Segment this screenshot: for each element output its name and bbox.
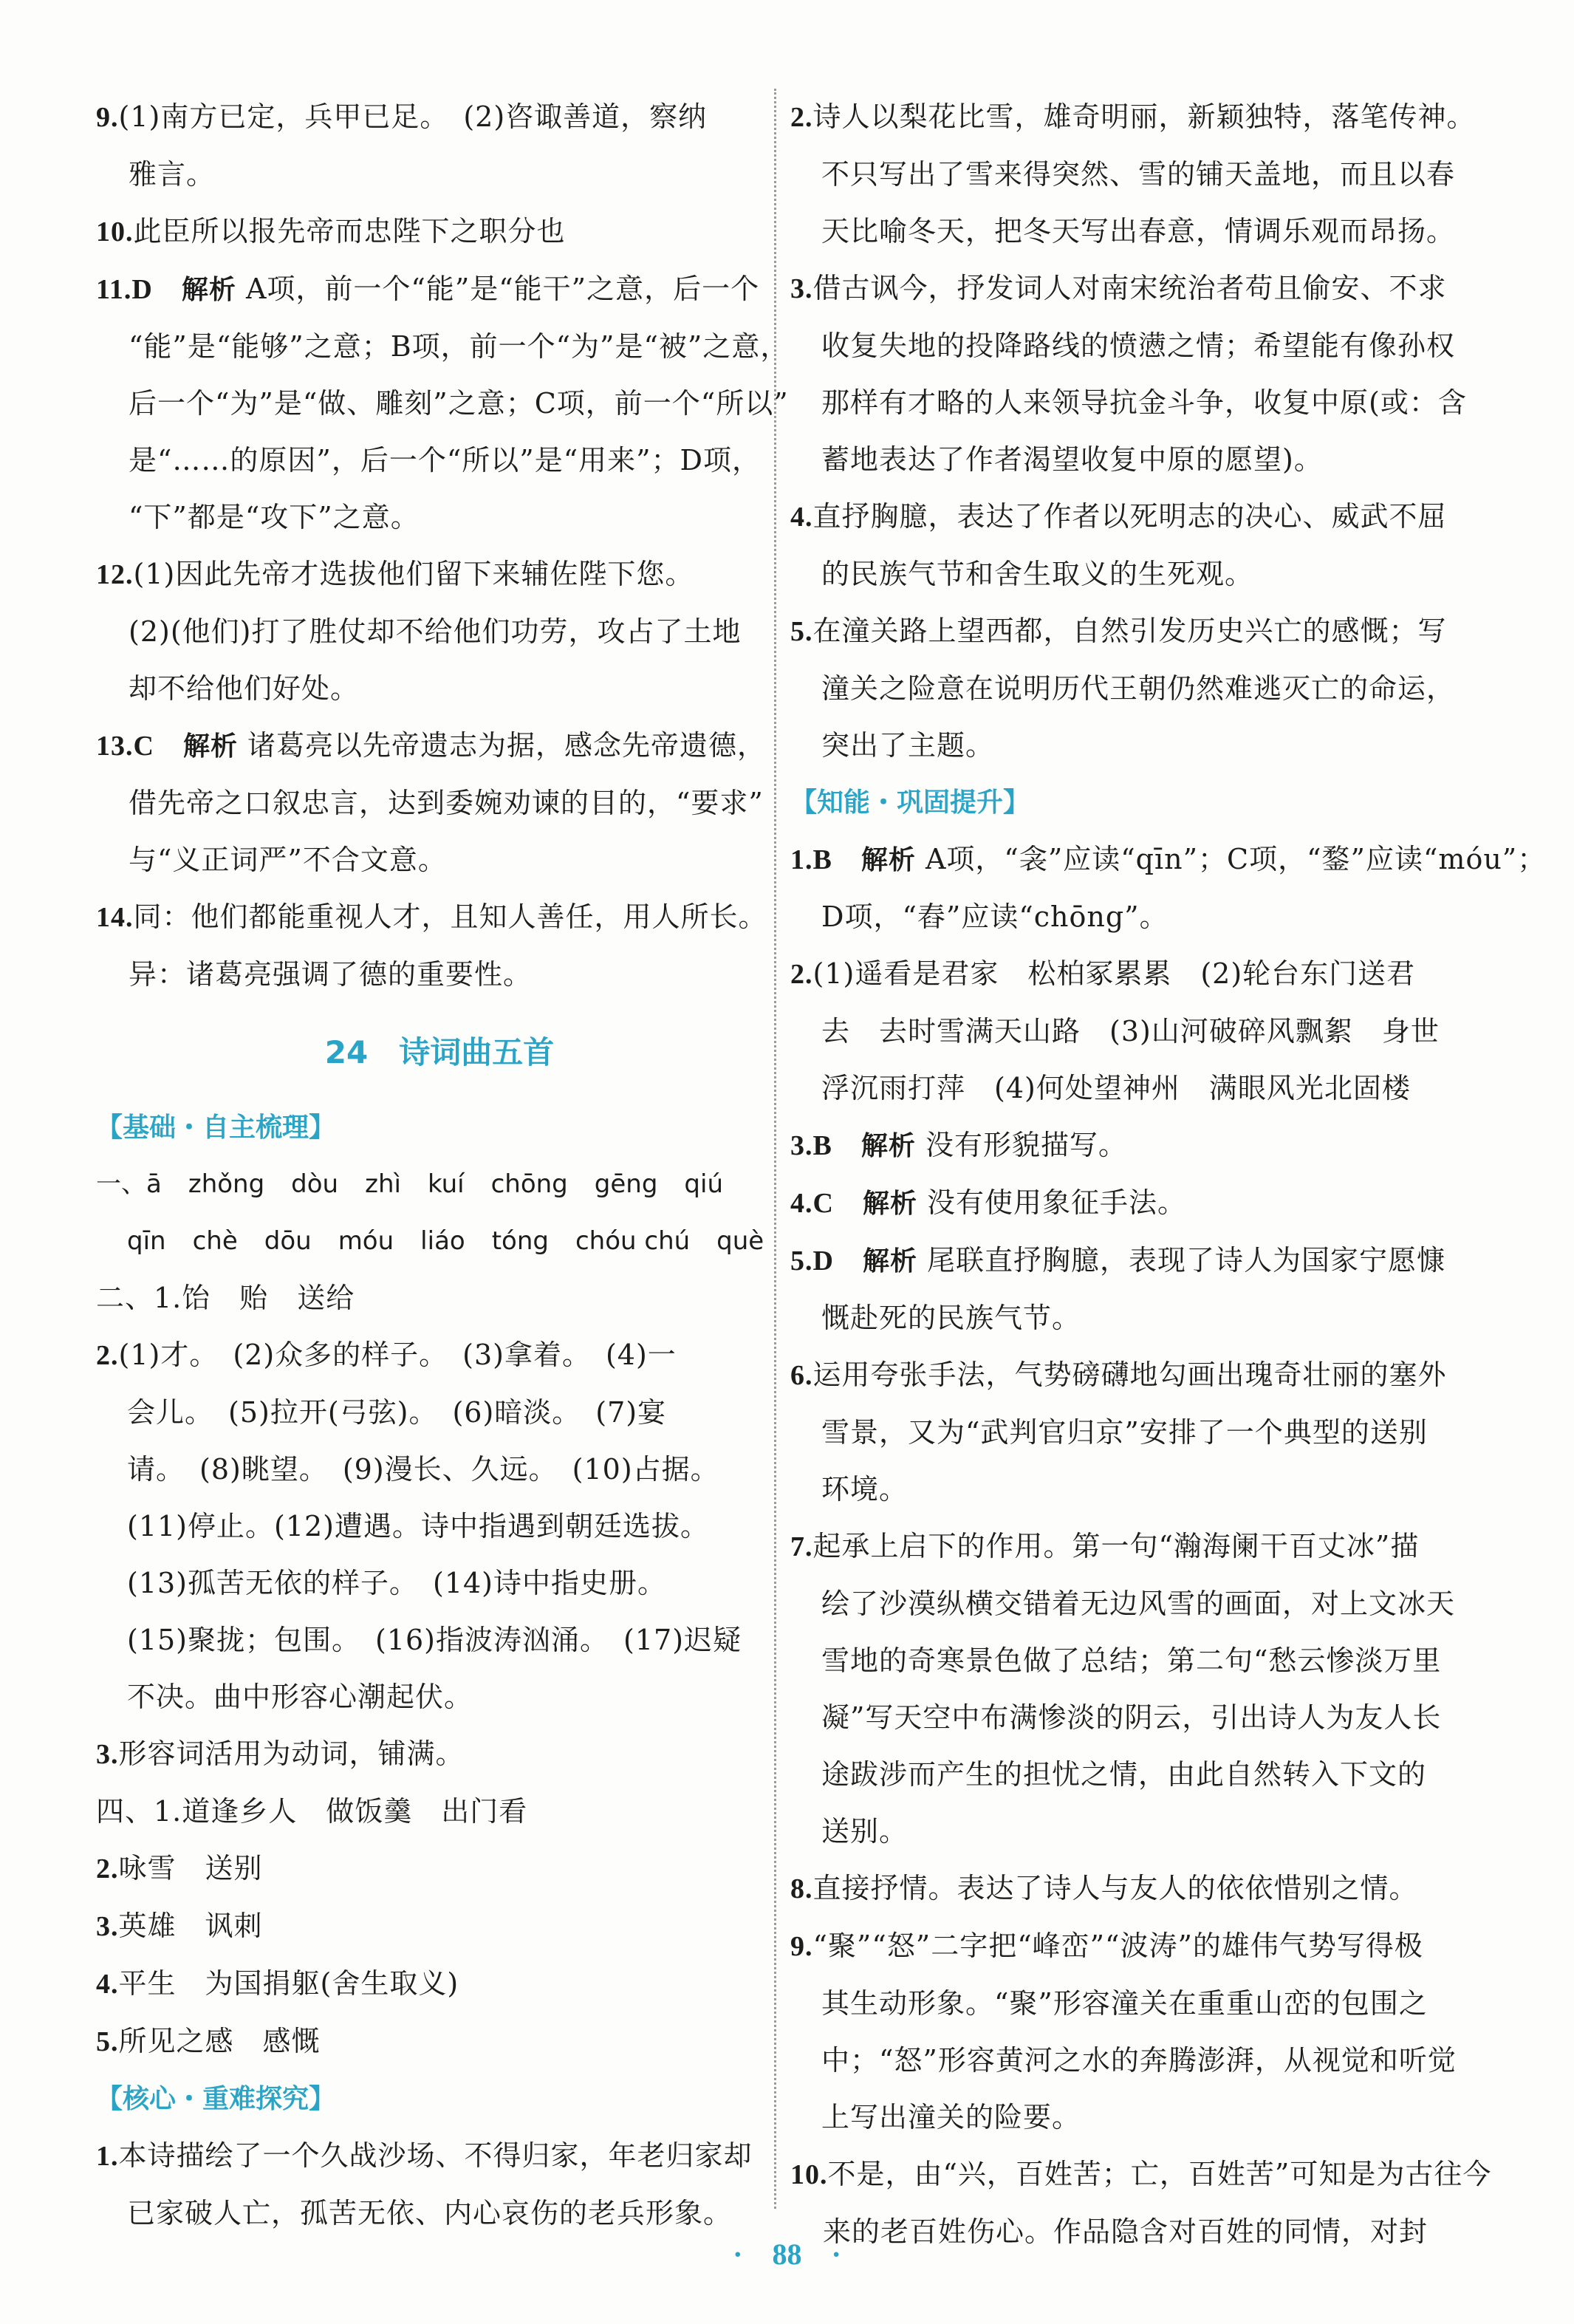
answer-text: (1)南方已定，兵甲已足。 (2)咨诹善道，察纳 bbox=[118, 100, 708, 133]
answer-text: 平生 为国捐躯(舍生取义) bbox=[118, 1967, 459, 2000]
answer-text: A项，前一个“能”是“能干”之意，后一个 bbox=[236, 273, 760, 305]
question-number: 5. bbox=[790, 616, 813, 647]
right-answers-top bbox=[790, 89, 1477, 774]
question-number: 5. bbox=[96, 2026, 119, 2057]
left-answers-middle bbox=[96, 1270, 783, 2071]
page-number: · 88 · bbox=[733, 2238, 841, 2271]
answer-line bbox=[96, 318, 790, 375]
analysis-label: 解析 bbox=[860, 1131, 916, 1161]
answer-line bbox=[96, 660, 783, 717]
answer-text: 绘了沙漠纵横交错着无边风雪的画面，对上文冰天 bbox=[821, 1588, 1456, 1620]
question-number: 11. bbox=[96, 274, 132, 305]
question-number: 9. bbox=[790, 1931, 813, 1962]
answer-line bbox=[790, 2032, 1477, 2089]
question-number: 1. bbox=[96, 2141, 119, 2172]
answer-line bbox=[790, 946, 1477, 1003]
answer-line bbox=[96, 946, 783, 1003]
answer-text: (1)遥看是君家 松柏冢累累 (2)轮台东门送君 bbox=[812, 957, 1416, 990]
question-number: 3. bbox=[96, 1739, 119, 1770]
answer-line bbox=[96, 1783, 783, 1840]
answer-text: 天比喻冬天，把冬天写出春意，情调乐观而昂扬。 bbox=[821, 215, 1456, 247]
answer-text: 中；“怒”形容黄河之水的奔腾澎湃，从视觉和听觉 bbox=[821, 2044, 1457, 2077]
question-number: 2. bbox=[96, 1853, 119, 1884]
answer-line bbox=[96, 261, 783, 318]
pinyin-item: zhǒng bbox=[188, 1169, 265, 1199]
question-number: 5. bbox=[790, 1245, 813, 1277]
answer-text: 诗人以梨花比雪，雄奇明丽，新颖独特，落笔传神。 bbox=[812, 100, 1476, 133]
section-heading-core: 【核心・重难探究】 bbox=[96, 2084, 336, 2114]
answer-text: 突出了主题。 bbox=[821, 729, 995, 762]
pinyin-item: chōng bbox=[490, 1169, 568, 1199]
question-number: 12. bbox=[96, 559, 134, 590]
pinyin-row-1-lead: 一、 bbox=[96, 1169, 146, 1199]
answer-line bbox=[790, 1175, 1477, 1232]
answer-line bbox=[790, 1860, 1477, 1918]
answer-line bbox=[96, 375, 789, 432]
answer-line bbox=[790, 203, 1477, 260]
answer-text: 不是，由“兴，百姓苦；亡，百姓苦”可知是为古往今 bbox=[827, 2158, 1492, 2190]
answer-text: 请。 (8)眺望。 (9)漫长、久远。 (10)占据。 bbox=[127, 1453, 719, 1486]
answer-line bbox=[96, 1327, 783, 1384]
answer-line bbox=[790, 660, 1477, 717]
right-column bbox=[790, 89, 1547, 2260]
answer-line bbox=[96, 1669, 783, 1726]
answer-text: 直抒胸臆，表达了作者以死明志的决心、威武不屈 bbox=[812, 500, 1447, 533]
answer-text: 会儿。 (5)拉开(弓弦)。 (6)暗淡。 (7)宴 bbox=[127, 1396, 667, 1429]
answer-line bbox=[790, 431, 1477, 488]
answer-text: (1)因此先帝才选拔他们留下来辅佐陛下您。 bbox=[133, 558, 694, 590]
answer-text: 尾联直抒胸臆，表现了诗人为国家宁愿慷 bbox=[917, 1244, 1446, 1277]
answer-line bbox=[790, 1461, 1477, 1518]
answer-text: 途跋涉而产生的担忧之情，由此自然转入下文的 bbox=[821, 1758, 1427, 1791]
answer-line bbox=[790, 1803, 1477, 1860]
answer-line bbox=[96, 489, 783, 546]
answer-text: 异：诸葛亮强调了德的重要性。 bbox=[129, 958, 533, 991]
left-column bbox=[96, 89, 790, 2242]
pinyin-item: zhì bbox=[365, 1169, 401, 1199]
answer-text: 借古讽今，抒发词人对南宋统治者苟且偷安、不求 bbox=[812, 272, 1447, 304]
left-answers-bottom bbox=[96, 2128, 783, 2242]
left-answers-top bbox=[96, 89, 790, 1003]
answer-line bbox=[96, 889, 783, 946]
question-number: 2. bbox=[96, 1340, 119, 1371]
analysis-label: 解析 bbox=[182, 731, 238, 762]
question-number: 9. bbox=[96, 102, 119, 133]
question-number: 13. bbox=[96, 731, 134, 762]
answer-line bbox=[96, 203, 783, 261]
answer-text: D项，“舂”应读“chōng”。 bbox=[821, 900, 1168, 933]
answer-text: 二、1.饴 贻 送给 bbox=[96, 1282, 355, 1314]
answer-text: 是“……的原因”，后一个“所以”是“用来”；D项， bbox=[129, 444, 762, 476]
answer-choice: B bbox=[812, 844, 861, 875]
pinyin-item: dōu bbox=[264, 1226, 312, 1256]
answer-line bbox=[790, 2089, 1477, 2146]
pinyin-item: móu bbox=[338, 1226, 394, 1256]
answer-line bbox=[790, 1347, 1477, 1404]
question-number: 14. bbox=[96, 902, 134, 933]
answer-text: (2)(他们)打了胜仗却不给他们功劳，攻占了土地 bbox=[129, 615, 742, 648]
pinyin-item: qīn bbox=[127, 1226, 166, 1256]
answer-line bbox=[790, 146, 1477, 203]
answer-line bbox=[790, 1290, 1477, 1347]
pinyin-item: gēng bbox=[594, 1169, 658, 1199]
answer-text: 潼关之险意在说明历代王朝仍然难逃灭亡的命运， bbox=[821, 672, 1456, 705]
answer-line bbox=[790, 1232, 1477, 1290]
answer-line bbox=[96, 604, 783, 660]
answer-text: “下”都是“攻下”之意。 bbox=[129, 501, 420, 533]
answer-line bbox=[96, 1498, 783, 1555]
answer-line bbox=[96, 432, 783, 489]
answer-text: 英雄 讽刺 bbox=[118, 1910, 263, 1942]
answer-line bbox=[96, 1898, 783, 1955]
answer-choice: D bbox=[131, 274, 182, 305]
pinyin-item: chóu chú bbox=[575, 1226, 691, 1256]
answer-line bbox=[790, 546, 1477, 603]
answer-line bbox=[790, 375, 1477, 431]
pinyin-item: qiú bbox=[684, 1169, 723, 1199]
answer-line bbox=[96, 146, 783, 203]
analysis-label: 解析 bbox=[860, 845, 916, 875]
answer-line bbox=[96, 2128, 783, 2185]
analysis-label: 解析 bbox=[862, 1246, 917, 1277]
answer-line bbox=[790, 831, 1547, 889]
question-number: 2. bbox=[790, 102, 813, 133]
answer-text: 上写出潼关的险要。 bbox=[821, 2101, 1081, 2133]
answer-line bbox=[790, 889, 1477, 946]
answer-text: 咏雪 送别 bbox=[118, 1852, 263, 1884]
answer-text: 那样有才略的人来领导抗金斗争，收复中原(或：含 bbox=[821, 386, 1467, 419]
answer-line bbox=[790, 1746, 1477, 1803]
answer-line bbox=[790, 488, 1477, 546]
answer-line bbox=[790, 1975, 1477, 2032]
answer-line bbox=[96, 832, 783, 889]
answer-line bbox=[96, 717, 783, 775]
question-number: 2. bbox=[790, 959, 813, 990]
answer-text: 没有使用象征手法。 bbox=[917, 1186, 1187, 1219]
answer-text: 雪地的奇寒景色做了总结；第二句“愁云惨淡万里 bbox=[821, 1644, 1442, 1677]
question-number: 4. bbox=[790, 1188, 813, 1219]
pinyin-item: ā bbox=[146, 1169, 162, 1199]
answer-text: 的民族气节和舍生取义的生死观。 bbox=[821, 558, 1254, 590]
question-number: 3. bbox=[790, 1130, 813, 1161]
answer-line bbox=[790, 2146, 1492, 2204]
answer-text: 起承上启下的作用。第一句“瀚海阑干百丈冰”描 bbox=[812, 1530, 1420, 1562]
answer-line bbox=[96, 1441, 783, 1498]
answer-text: 雪景，又为“武判官归京”安排了一个典型的送别 bbox=[821, 1416, 1428, 1449]
answer-text: 凝”写天空中布满惨淡的阴云，引出诗人为友人长 bbox=[821, 1701, 1442, 1734]
answer-line bbox=[790, 89, 1477, 146]
answer-text: 没有形貌描写。 bbox=[915, 1129, 1127, 1161]
answer-text: 此臣所以报先帝而忠陛下之职分也 bbox=[133, 215, 566, 247]
question-number: 3. bbox=[96, 1911, 119, 1942]
answer-text: 其生动形象。“聚”形容潼关在重重山峦的包围之 bbox=[821, 1987, 1428, 2020]
answer-line bbox=[790, 1633, 1477, 1689]
answer-text: (1)才。 (2)众多的样子。 (3)拿着。 (4)一 bbox=[118, 1339, 677, 1371]
section-heading-basics: 【基础・自主梳理】 bbox=[96, 1113, 336, 1143]
answer-line bbox=[790, 318, 1477, 375]
answer-line bbox=[96, 1955, 783, 2013]
answer-line bbox=[790, 1404, 1477, 1461]
answer-text: 却不给他们好处。 bbox=[129, 672, 360, 705]
answer-line bbox=[96, 2013, 783, 2071]
question-number: 1. bbox=[790, 844, 813, 875]
question-number: 4. bbox=[790, 502, 813, 533]
answer-text: (13)孤苦无依的样子。 (14)诗中指史册。 bbox=[127, 1567, 667, 1599]
answer-line bbox=[96, 546, 783, 604]
question-number: 3. bbox=[790, 273, 813, 304]
section-heading-consolidate: 【知能・巩固提升】 bbox=[790, 787, 1030, 818]
answer-text: 直接抒情。表达了诗人与友人的依依惜别之情。 bbox=[812, 1872, 1418, 1904]
answer-text: 形容词活用为动词，铺满。 bbox=[118, 1737, 465, 1770]
answer-line bbox=[96, 89, 783, 146]
question-number: 7. bbox=[790, 1531, 813, 1562]
answer-text: 雅言。 bbox=[129, 158, 216, 191]
answer-choice: C bbox=[812, 1188, 863, 1219]
answer-text: 慨赴死的民族气节。 bbox=[821, 1302, 1081, 1334]
question-number: 6. bbox=[790, 1360, 813, 1391]
pinyin-row-1 bbox=[96, 1156, 783, 1213]
answer-text: 不只写出了雪来得突然、雪的铺天盖地，而且以春 bbox=[821, 158, 1456, 191]
answer-text: 后一个“为”是“做、雕刻”之意；C项，前一个“所以” bbox=[129, 387, 789, 420]
analysis-label: 解析 bbox=[181, 275, 236, 305]
answer-line bbox=[96, 1270, 783, 1327]
chapter-title: 24 诗词曲五首 bbox=[324, 1034, 555, 1070]
answer-line bbox=[790, 1918, 1477, 1975]
pinyin-item: què bbox=[716, 1226, 764, 1256]
analysis-label: 解析 bbox=[862, 1189, 917, 1219]
answer-text: “能”是“能够”之意；B项，前一个“为”是“被”之意， bbox=[129, 330, 790, 363]
answer-text: 不决。曲中形容心潮起伏。 bbox=[127, 1681, 473, 1713]
answer-choice: C bbox=[133, 731, 183, 762]
answer-text: 蓄地表达了作者渴望收复中原的愿望)。 bbox=[821, 443, 1323, 476]
answer-text: 同：他们都能重视人才，且知人善任，用人所长。 bbox=[133, 900, 767, 933]
answer-text: 来的老百姓伤心。作品隐含对百姓的同情，对封 bbox=[823, 2215, 1428, 2248]
answer-line bbox=[790, 1518, 1477, 1576]
answer-line bbox=[790, 1060, 1477, 1117]
pinyin-item: tóng bbox=[491, 1226, 549, 1256]
pinyin-item: kuí bbox=[427, 1169, 465, 1199]
answer-line bbox=[96, 1612, 783, 1669]
answer-line bbox=[96, 1840, 783, 1898]
pinyin-item: liáo bbox=[420, 1226, 465, 1256]
answer-text: 环境。 bbox=[821, 1473, 909, 1506]
pinyin-row-2 bbox=[96, 1213, 783, 1270]
answer-text: 所见之感 感慨 bbox=[118, 2025, 321, 2057]
answer-text: 浮沉雨打萍 (4)何处望神州 满眼风光北固楼 bbox=[821, 1072, 1411, 1104]
answer-text: 运用夸张手法，气势磅礴地勾画出瑰奇壮丽的塞外 bbox=[812, 1358, 1447, 1391]
answer-text: (11)停止。(12)遭遇。诗中指遇到朝廷选拔。 bbox=[127, 1510, 710, 1542]
answer-line bbox=[96, 1726, 783, 1783]
answer-text: 借先帝之口叙忠言，达到委婉劝谏的目的，“要求” bbox=[129, 787, 764, 819]
answer-line bbox=[790, 260, 1477, 318]
answer-text: 已家破人亡，孤苦无依、内心哀伤的老兵形象。 bbox=[127, 2197, 733, 2229]
answer-text: 送别。 bbox=[821, 1815, 909, 1848]
answer-line bbox=[790, 1003, 1477, 1060]
answer-line bbox=[790, 603, 1477, 660]
pinyin-item: chè bbox=[192, 1226, 238, 1256]
answer-line bbox=[96, 775, 783, 832]
answer-text: 诸葛亮以先帝遗志为据，感念先帝遗德， bbox=[237, 729, 767, 762]
answer-text: 去 去时雪满天山路 (3)山河破碎风飘絮 身世 bbox=[821, 1015, 1440, 1047]
answer-line bbox=[790, 717, 1477, 774]
question-number: 8. bbox=[790, 1873, 813, 1904]
answer-line bbox=[96, 1384, 783, 1441]
answer-text: 在潼关路上望西都，自然引发历史兴亡的感慨；写 bbox=[812, 615, 1447, 647]
answer-text: A项，“衾”应读“qīn”；C项，“鍪”应读“móu”； bbox=[915, 843, 1547, 875]
question-number: 10. bbox=[790, 2159, 828, 2190]
answer-line bbox=[790, 1117, 1477, 1175]
answer-text: 收复失地的投降路线的愤懑之情；希望能有像孙权 bbox=[821, 329, 1456, 362]
answer-text: 四、1.道逢乡人 做饭羹 出门看 bbox=[96, 1795, 528, 1828]
pinyin-row-1-items bbox=[146, 1156, 750, 1213]
answer-text: “聚”“怒”二字把“峰峦”“波涛”的雄伟气势写得极 bbox=[812, 1930, 1423, 1962]
pinyin-item: dòu bbox=[291, 1169, 339, 1199]
answer-line bbox=[790, 1689, 1477, 1746]
answer-line bbox=[96, 1555, 783, 1612]
answer-text: (15)聚拢；包围。 (16)指波涛汹涌。 (17)迟疑 bbox=[127, 1624, 742, 1656]
answer-text: 本诗描绘了一个久战沙场、不得归家，年老归家却 bbox=[118, 2139, 753, 2172]
answer-text: 与“义正词严”不合文意。 bbox=[129, 844, 447, 876]
answer-choice: D bbox=[812, 1245, 863, 1277]
question-number: 10. bbox=[96, 216, 134, 247]
answer-choice: B bbox=[812, 1130, 861, 1161]
question-number: 4. bbox=[96, 1969, 119, 2000]
answer-line bbox=[790, 1576, 1477, 1633]
right-answers-bottom bbox=[790, 831, 1547, 2260]
